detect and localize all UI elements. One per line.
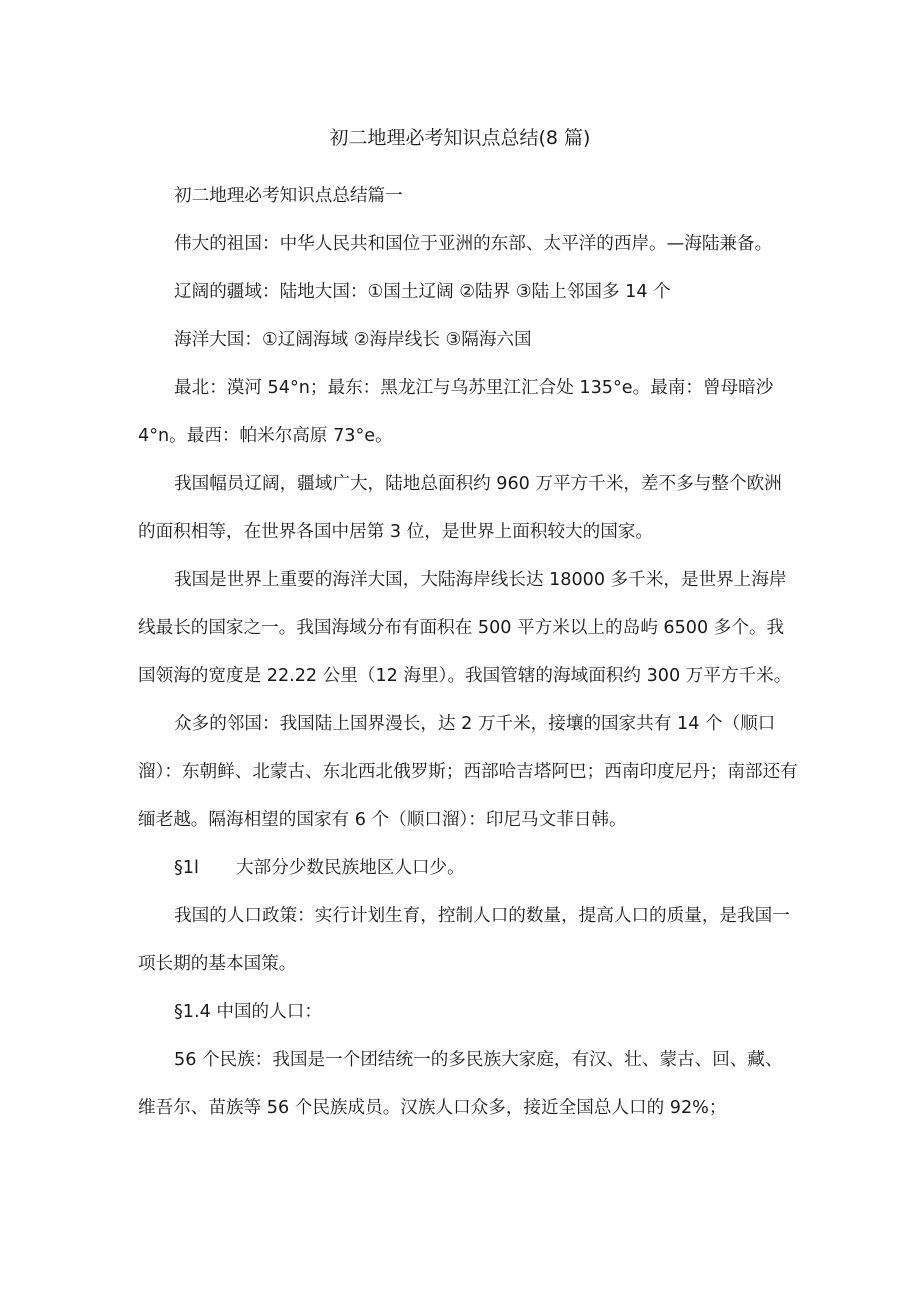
section-number: §1l <box>174 858 199 878</box>
document-body <box>138 172 798 1132</box>
section-heading: 初二地理必考知识点总结篇一 <box>174 186 403 206</box>
paragraph-ethnic-groups: 56 个民族：我国是一个团结统一的多民族大家庭，有汉、壮、蒙古、回、藏、维吾尔、苗族等 56 个民族成员。汉族人口众多，接近全国总人口的 92%； <box>138 1050 783 1118</box>
section-text: 大部分少数民族地区人口少。 <box>236 858 465 878</box>
paragraph-land-territory: 辽阔的疆域：陆地大国：①国土辽阔 ②陆界 ③陆上邻国多 14 个 <box>174 282 671 302</box>
paragraph-population-policy: 我国的人口政策：实行计划生育，控制人口的数量，提高人口的质量，是我国一项长期的基本国策。 <box>138 906 790 974</box>
paragraph-ocean-territory: 海洋大国：①辽阔海域 ②海岸线长 ③隔海六国 <box>174 330 532 350</box>
document-title: 初二地理必考知识点总结(8 篇) <box>329 127 591 149</box>
paragraph-location: 伟大的祖国：中华人民共和国位于亚洲的东部、太平洋的西岸。—海陆兼备。 <box>174 234 773 254</box>
paragraph-land-area: 我国幅员辽阔，疆域广大，陆地总面积约 960 万平方千米，差不多与整个欧洲的面积相等，在世界各国中居第 3 位，是世界上面积较大的国家。 <box>138 474 782 542</box>
paragraph-extreme-points: 最北：漠河 54°n；最东：黑龙江与乌苏里江汇合处 135°e。最南：曾母暗沙 4°n。最西：帕米尔高原 73°e。 <box>138 378 774 446</box>
paragraph-neighbors: 众多的邻国：我国陆上国界漫长，达 2 万千米，接壤的国家共有 14 个（顺口溜）：东朝鲜、北蒙古、东北西北俄罗斯；西部哈吉塔阿巴；西南印度尼丹；南部还有缅老越。隔海相望的国家有 6 个（顺口溜）：印尼马文菲日韩。 <box>138 714 798 830</box>
section-heading-population: §1.4 中国的人口： <box>174 1002 322 1022</box>
section-1l-line <box>138 844 798 892</box>
paragraph-coastline: 我国是世界上重要的海洋大国，大陆海岸线长达 18000 多千米，是世界上海岸线最长的国家之一。我国海域分布有面积在 500 平方米以上的岛屿 6500 多个。我国领海的宽度是 22.22 公里（12 海里）。我国管辖的海域面积约 300 万平方千米。 <box>138 570 792 686</box>
